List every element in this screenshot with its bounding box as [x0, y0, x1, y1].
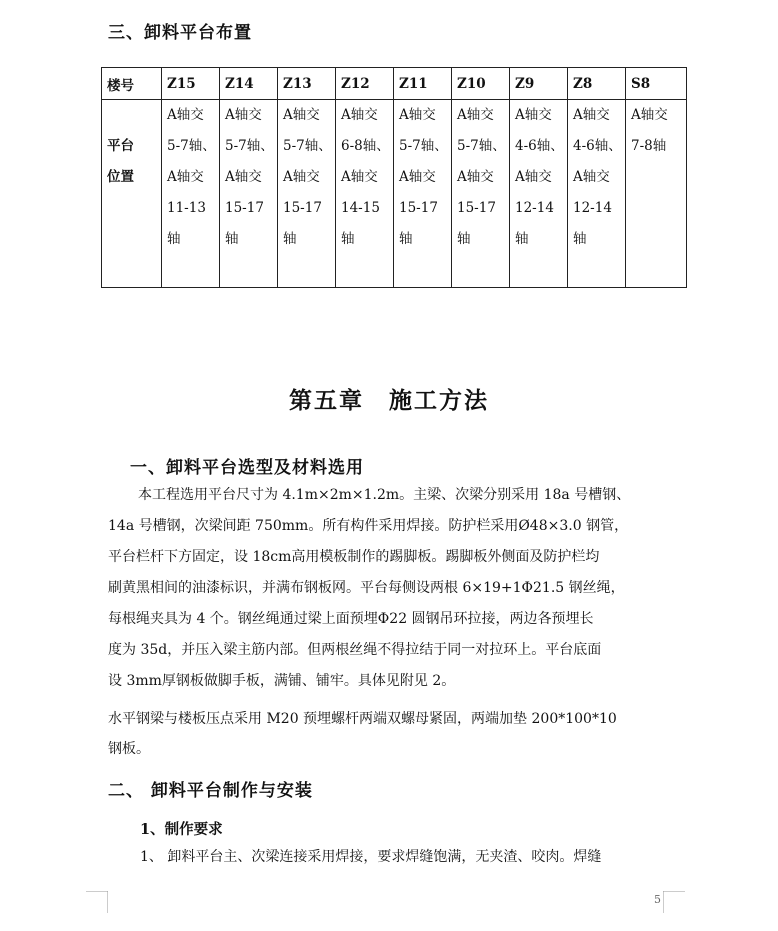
chapter-title: 第五章 施工方法 [289, 387, 489, 414]
table-cell [510, 100, 568, 288]
page-corner-mark-right [663, 891, 685, 913]
table-header-cell: Z11 [394, 68, 452, 100]
table-header-cell: Z13 [278, 68, 336, 100]
cell-line: 15-17 [457, 200, 496, 216]
cell-line: A轴交 [167, 107, 204, 123]
table-cell [220, 100, 278, 288]
list-item-1: 1、 卸料平台主、次梁连接采用焊接，要求焊缝饱满，无夹渣、咬肉。焊缝 [140, 849, 602, 865]
table-cell [336, 100, 394, 288]
table-cell [452, 100, 510, 288]
section-heading-3: 三、卸料平台布置 [108, 23, 252, 43]
cell-line: A轴交 [399, 107, 436, 123]
paragraph-line: 每根绳夹具为 4 个。钢丝绳通过梁上面预埋Φ22 圆钢吊环拉接，两边各预埋长 [108, 611, 594, 627]
cell-line: 轴 [225, 231, 239, 247]
cell-line: 5-7轴、 [283, 138, 332, 154]
cell-line: A轴交 [225, 107, 262, 123]
cell-line: A轴交 [167, 169, 204, 185]
row-label-line: 平台 [107, 138, 134, 154]
cell-line: A轴交 [283, 107, 320, 123]
sub-heading-fabrication: 1、制作要求 [140, 821, 223, 838]
platform-layout-table [101, 67, 687, 288]
page-number: 5 [654, 893, 661, 906]
table-header-cell: Z12 [336, 68, 394, 100]
cell-line: 5-7轴、 [167, 138, 216, 154]
cell-line: A轴交 [573, 169, 610, 185]
cell-line: 6-8轴、 [341, 138, 390, 154]
cell-line: A轴交 [573, 107, 610, 123]
row-label-cell [102, 100, 162, 288]
table-header-cell: S8 [626, 68, 687, 100]
cell-line: A轴交 [225, 169, 262, 185]
cell-line: 12-14 [515, 200, 554, 216]
table-cell [626, 100, 687, 288]
cell-line: 轴 [515, 231, 529, 247]
paragraph-line: 14a 号槽钢，次梁间距 750mm。所有构件采用焊接。防护栏采用Ø48×3.0 钢管， [108, 518, 629, 534]
cell-line: A轴交 [399, 169, 436, 185]
table-cell [394, 100, 452, 288]
cell-line: 4-6轴、 [573, 138, 622, 154]
paragraph-line: 钢板。 [108, 741, 150, 757]
table-header-row [102, 68, 687, 100]
table-header-cell: Z15 [162, 68, 220, 100]
cell-line: A轴交 [515, 169, 552, 185]
table-header-cell: Z9 [510, 68, 568, 100]
paragraph-line: 本工程选用平台尺寸为 4.1m×2m×1.2m。主梁、次梁分别采用 18a 号槽钢、 [138, 487, 631, 503]
cell-line: 14-15 [341, 200, 380, 216]
cell-line: A轴交 [457, 107, 494, 123]
cell-line: 5-7轴、 [225, 138, 274, 154]
section-heading-2: 二、 卸料平台制作与安装 [108, 781, 313, 801]
cell-line: A轴交 [341, 169, 378, 185]
cell-line: 轴 [283, 231, 297, 247]
cell-line: 5-7轴、 [399, 138, 448, 154]
cell-line: 轴 [573, 231, 587, 247]
cell-line: A轴交 [341, 107, 378, 123]
table-header-cell: Z8 [568, 68, 626, 100]
cell-line: 4-6轴、 [515, 138, 564, 154]
section-heading-1: 一、卸料平台选型及材料选用 [130, 458, 364, 478]
paragraph-line: 设 3mm厚钢板做脚手板，满铺、铺牢。具体见附见 2。 [108, 673, 456, 689]
table-row [102, 100, 687, 288]
cell-line: 轴 [341, 231, 355, 247]
cell-line: 轴 [457, 231, 471, 247]
cell-line: 7-8轴 [631, 138, 667, 154]
row-label-line: 位置 [107, 169, 134, 185]
paragraph-materials [108, 480, 630, 697]
cell-line: A轴交 [457, 169, 494, 185]
paragraph-line: 度为 35d，并压入梁主筋内部。但两根丝绳不得拉结于同一对拉环上。平台底面 [108, 642, 602, 658]
cell-line: A轴交 [283, 169, 320, 185]
paragraph-line: 刷黄黑相间的油漆标识，并满布钢板网。平台每侧设两根 6×19+1Φ21.5 钢丝绳， [108, 580, 625, 596]
paragraph-anchor [108, 704, 617, 764]
cell-line: 轴 [399, 231, 413, 247]
table-cell [278, 100, 336, 288]
cell-line: A轴交 [515, 107, 552, 123]
cell-line: 5-7轴、 [457, 138, 506, 154]
cell-line: 轴 [167, 231, 181, 247]
table-header-cell: Z10 [452, 68, 510, 100]
table-cell [162, 100, 220, 288]
table-cell [568, 100, 626, 288]
cell-line: 15-17 [283, 200, 322, 216]
paragraph-line: 平台栏杆下方固定，设 18cm高用模板制作的踢脚板。踢脚板外侧面及防护栏均 [108, 549, 600, 565]
cell-line: 15-17 [399, 200, 438, 216]
table-header-cell: 楼号 [102, 68, 162, 100]
cell-line: 12-14 [573, 200, 612, 216]
page-corner-mark-left [86, 891, 108, 913]
paragraph-line: 水平钢梁与楼板压点采用 M20 预埋螺杆两端双螺母紧固，两端加垫 200*100*10 [108, 711, 617, 727]
table-header-cell: Z14 [220, 68, 278, 100]
cell-line: A轴交 [631, 107, 668, 123]
cell-line: 15-17 [225, 200, 264, 216]
cell-line: 11-13 [167, 200, 206, 216]
